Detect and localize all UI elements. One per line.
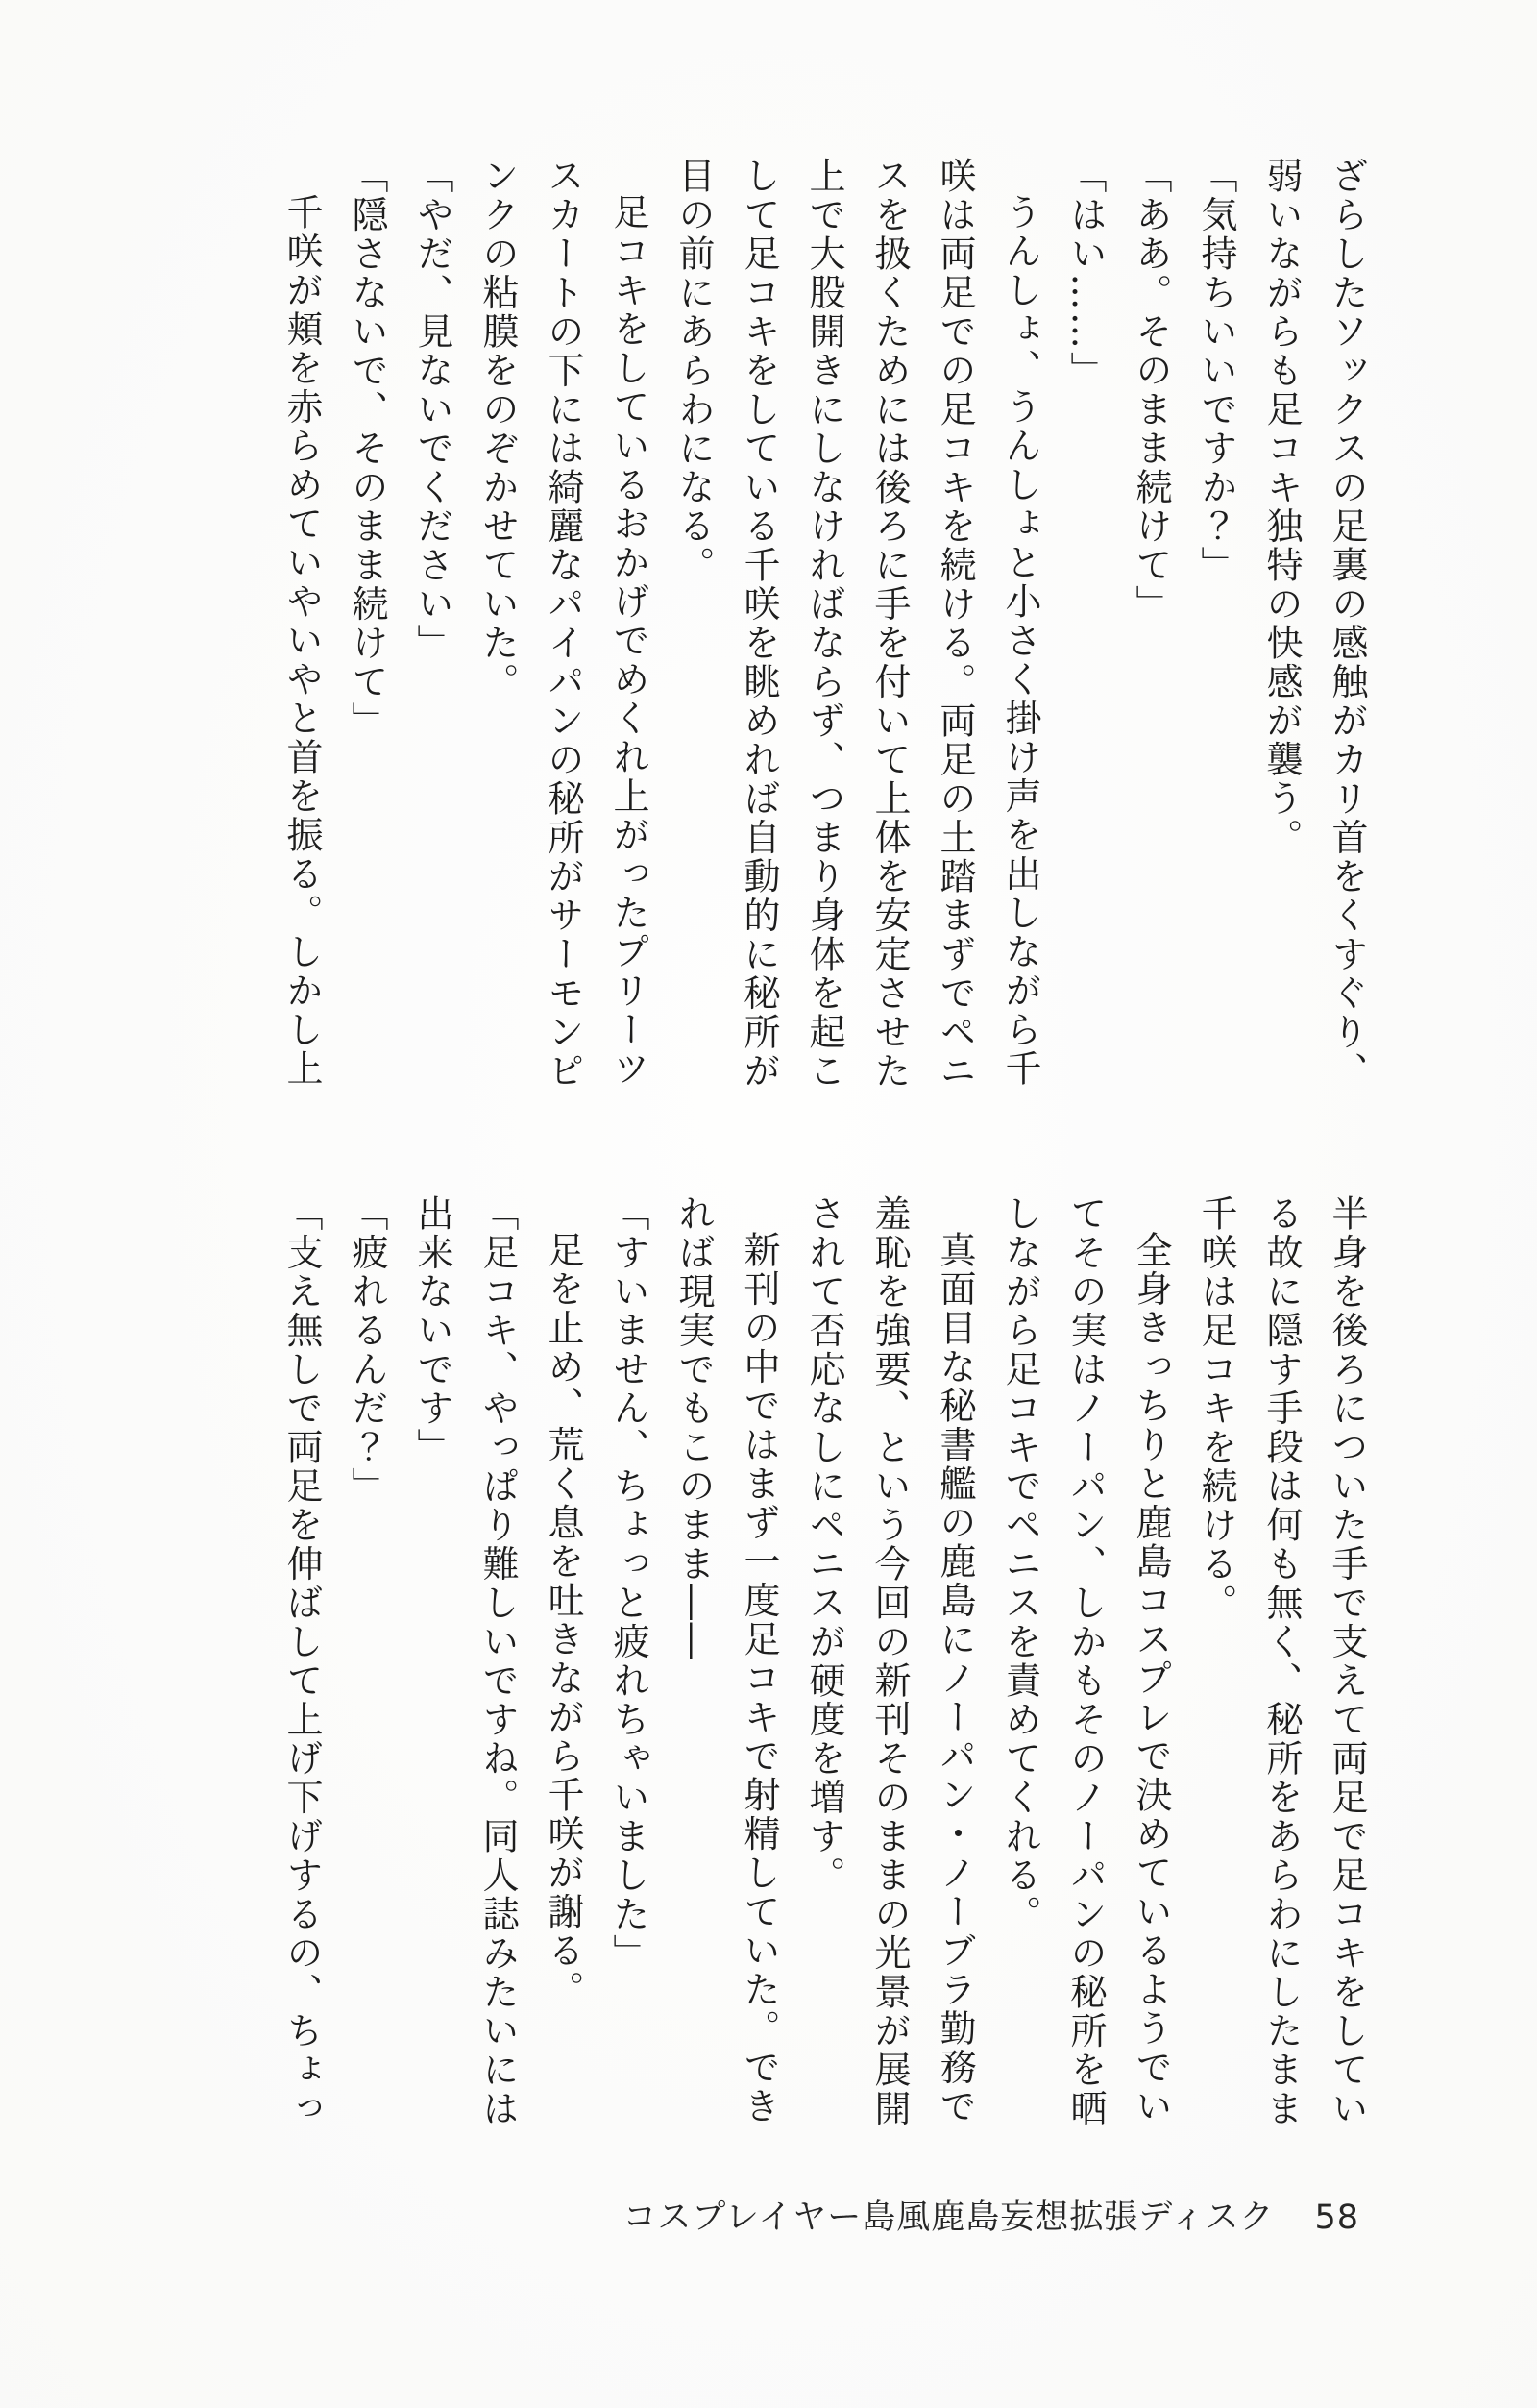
text-line: 千咲は足コキを続ける。 — [1195, 1194, 1237, 1623]
text-line: る故に隠す手段は何も無く、秘所をあらわにしたまま — [1260, 1194, 1303, 2128]
text-line: 弱いながらも足コキ独特の快感が襲う。 — [1260, 157, 1303, 857]
text-line: 全身きっちりと鹿島コスプレで決めているようでい — [1130, 1231, 1172, 2126]
text-line: ンクの粘膜をのぞかせていた。 — [476, 157, 519, 701]
text-line: 「はい……」 — [1064, 157, 1107, 390]
text-line: 千咲が頬を赤らめていやいやと首を振る。しかし上 — [281, 193, 323, 1089]
text-line: うんしょ、うんしょと小さく掛け声を出しながら千 — [999, 193, 1041, 1089]
text-line: 半身を後ろについた手で支えて両足で足コキをしてい — [1326, 1194, 1368, 2128]
text-line: スを扱くためには後ろに手を付いて上体を安定させた — [868, 157, 911, 1091]
text-line: して足コキをしている千咲を眺めれば自動的に秘所が — [738, 157, 780, 1091]
text-line: スカートの下には綺麗なパイパンの秘所がサーモンピ — [542, 157, 584, 1091]
text-line: 咲は両足での足コキを続ける。両足の土踏まずでペニ — [934, 157, 976, 1091]
text-line: てその実はノーパン、しかもそのノーパンの秘所を晒 — [1064, 1194, 1107, 2128]
footer-title: コスプレイヤー島風鹿島妄想拡張ディスク — [622, 2199, 1275, 2237]
text-line: 「支え無しで両足を伸ばして上げ下げするの、ちょっ — [281, 1194, 323, 2128]
text-line: 「すいません、ちょっと疲れちゃいました」 — [607, 1194, 649, 1973]
text-line: 出来ないです」 — [411, 1194, 453, 1467]
text-line: 「疲れるんだ？」 — [346, 1194, 388, 1506]
text-line: 真面目な秘書艦の鹿島にノーパン・ノーブラ勤務で — [934, 1231, 976, 2126]
text-line: 羞恥を強要、という今回の新刊そのままの光景が展開 — [868, 1194, 911, 2128]
text-line: 足コキをしているおかげでめくれ上がったプリーツ — [607, 193, 649, 1089]
text-line: 「やだ、見ないでください」 — [411, 157, 453, 663]
text-block-bottom — [269, 1194, 1379, 2170]
text-line: 「隠さないで、そのまま続けて」 — [346, 157, 388, 741]
text-line: されて否応なしにペニスが硬度を増す。 — [803, 1194, 845, 1895]
text-line: 「気持ちいいですか？」 — [1195, 157, 1237, 585]
text-line: 目の前にあらわになる。 — [672, 157, 715, 585]
text-line: 「足コキ、やっぱり難しいですね。同人誌みたいには — [476, 1194, 519, 2128]
text-line: 「ああ。そのまま続けて」 — [1130, 157, 1172, 624]
text-line: れば現実でもこのまま―― — [672, 1194, 715, 1661]
page-number: 58 — [1314, 2199, 1359, 2237]
page-footer — [622, 2191, 1359, 2239]
text-line: 足を止め、荒く息を吐きながら千咲が謝る。 — [542, 1231, 584, 2009]
text-line: しながら足コキでペニスを責めてくれる。 — [999, 1194, 1041, 1934]
text-line: ざらしたソックスの足裏の感触がカリ首をくすぐり、 — [1326, 157, 1368, 1091]
text-line: 新刊の中ではまず一度足コキで射精していた。でき — [738, 1231, 780, 2126]
text-block-top — [269, 157, 1379, 1132]
text-line: 上で大股開きにしなければならず、つまり身体を起こ — [803, 157, 845, 1091]
